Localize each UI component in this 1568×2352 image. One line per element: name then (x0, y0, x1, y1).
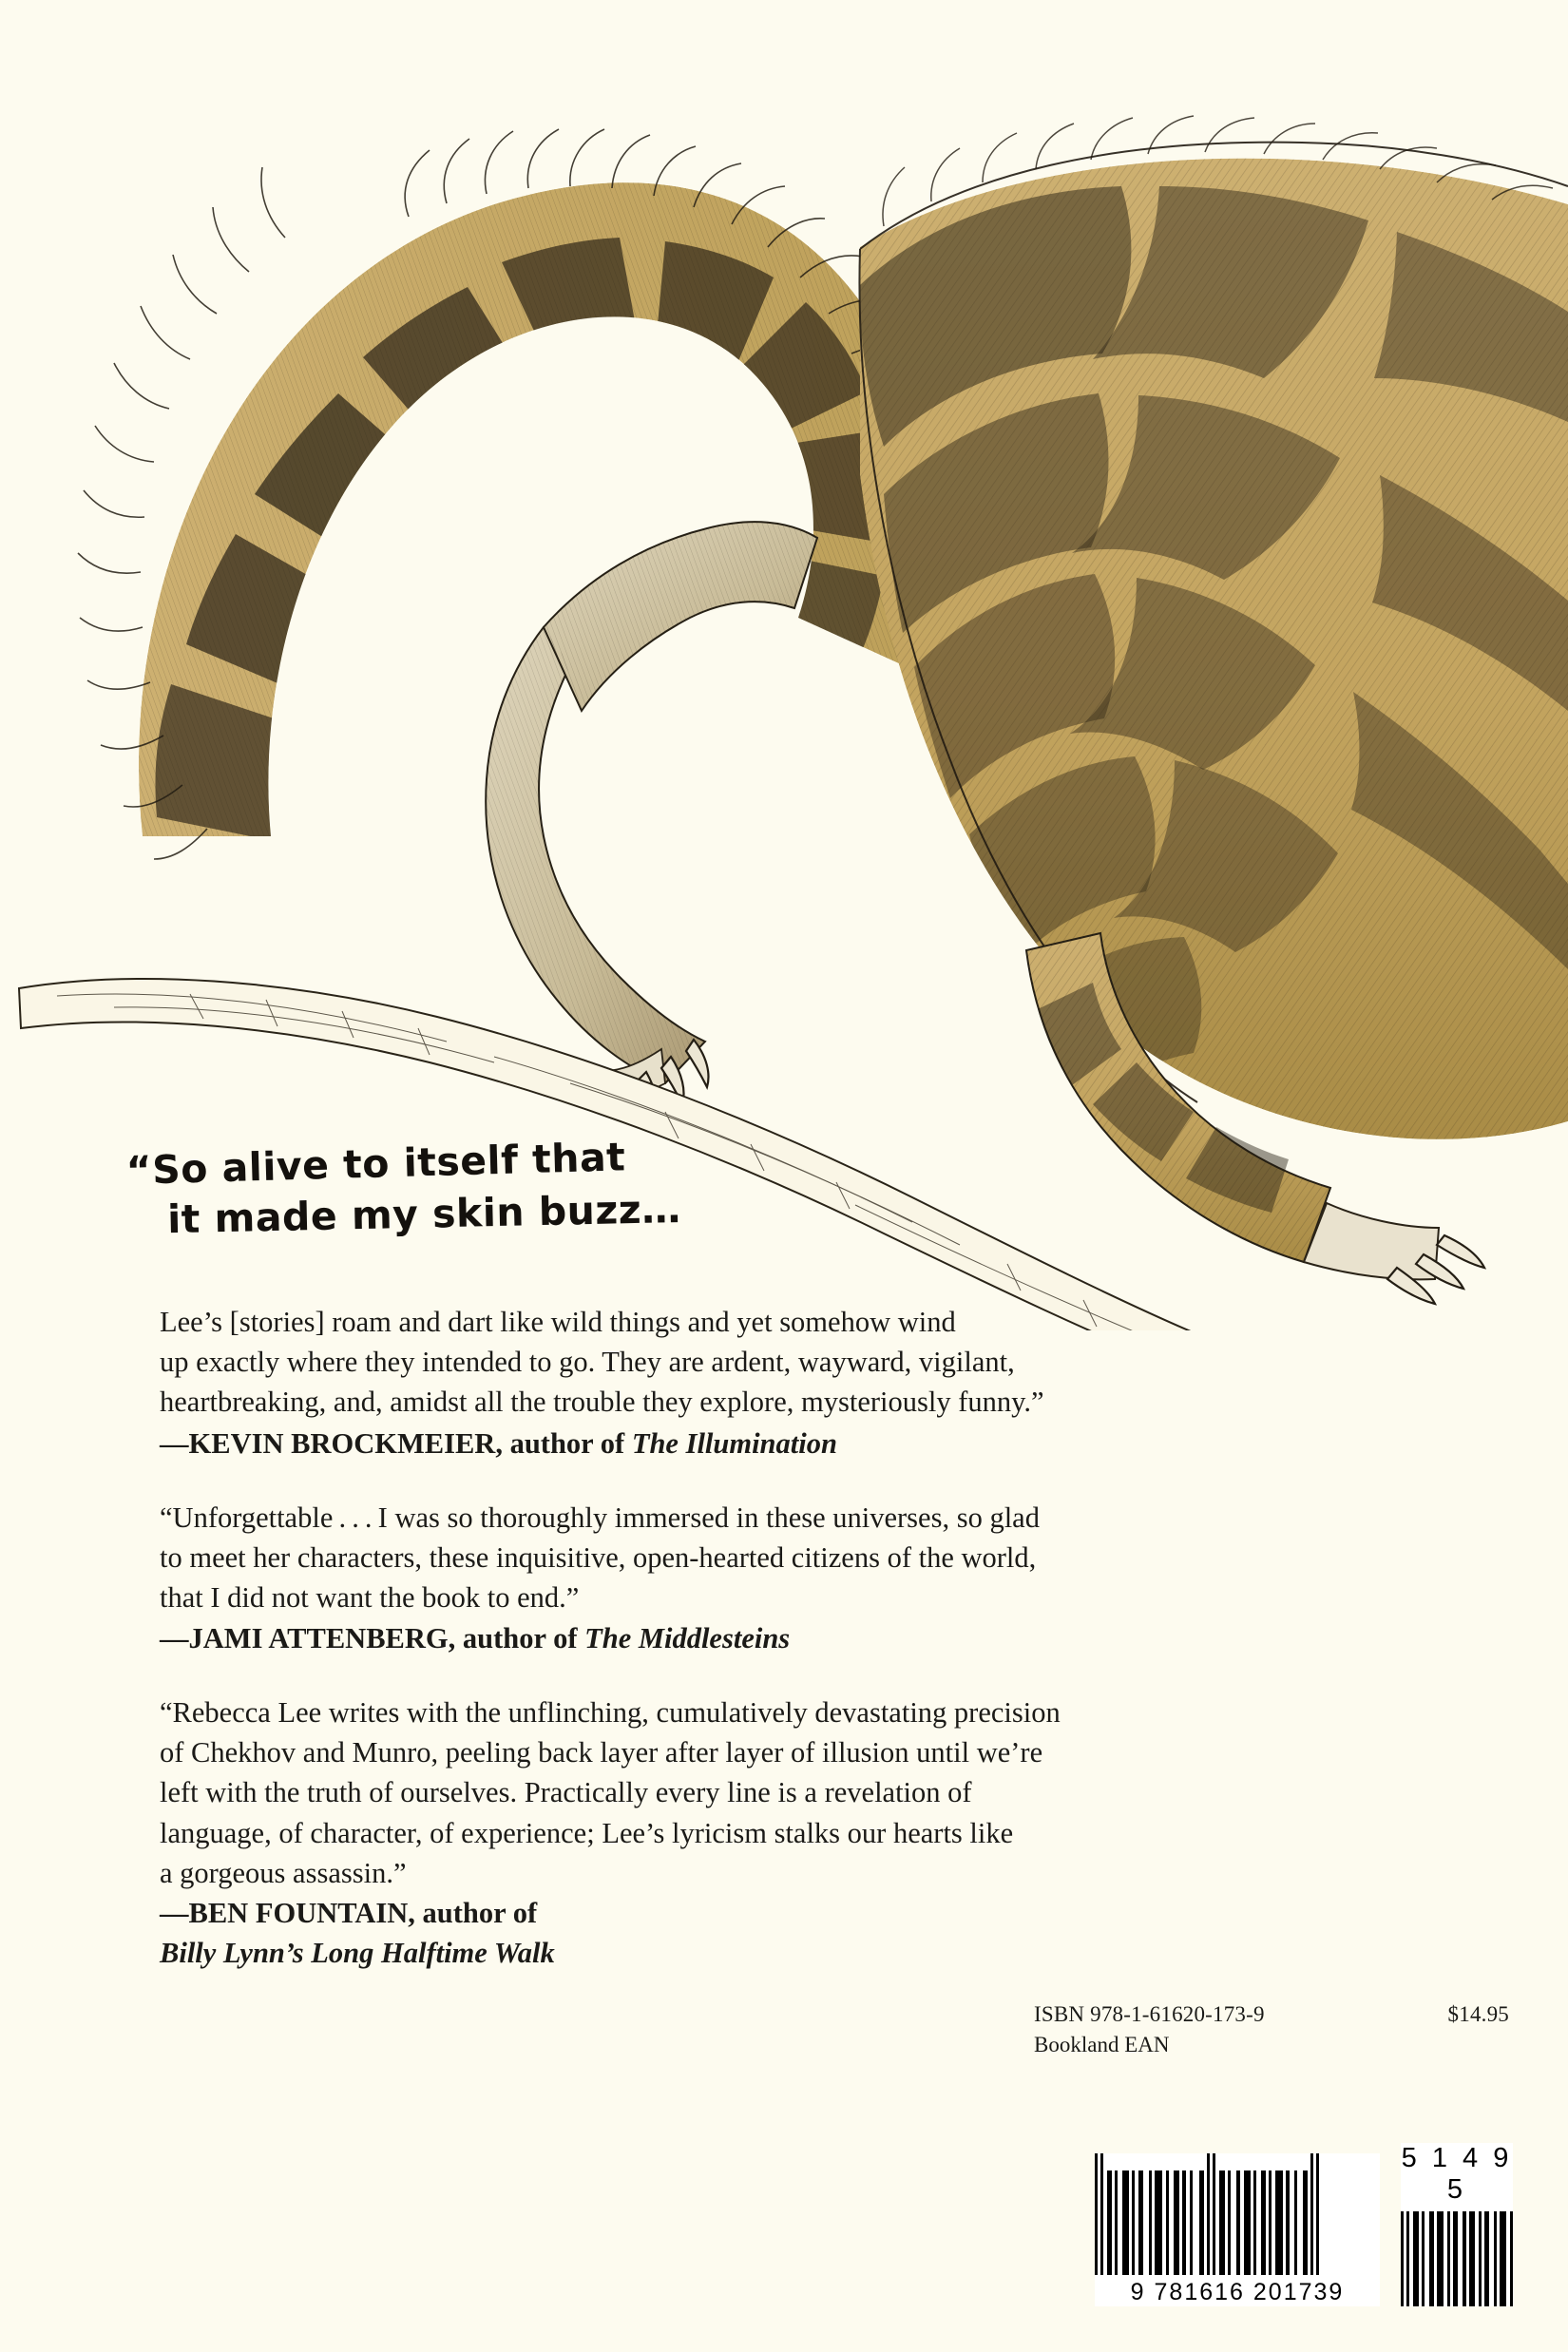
handwritten-quote-line-2: it made my skin buzz… (166, 1185, 682, 1243)
barcode-bars (1095, 2153, 1380, 2275)
blurb-list (160, 1302, 1433, 2008)
blurb-attribution (160, 1424, 1433, 1463)
handwritten-quote-line-1: “So alive to itself that (125, 1134, 626, 1194)
blurb-line: “Unforgettable . . . I was so thoroughly immersed in these universes, so glad (160, 1501, 1040, 1534)
barcode-addon-number: 5 1 4 9 5 (1401, 2143, 1513, 2205)
blurb-brockmeier (160, 1302, 1433, 1463)
blurb-attribution-title: The Middlesteins (584, 1621, 791, 1654)
bookland-ean-label: Bookland EAN (1034, 2033, 1170, 2056)
blurb-line: of Chekhov and Munro, peeling back layer after layer of illusion until we’re (160, 1736, 1043, 1769)
barcode-addon-price (1401, 2143, 1513, 2306)
barcode-number: 9 781616 201739 (1130, 2279, 1345, 2305)
blurb-attribution-title: The Illumination (631, 1426, 837, 1460)
blurb-attribution-name: —KEVIN BROCKMEIER, author of (160, 1426, 632, 1460)
blurb-line: Lee’s [stories] roam and dart like wild things and yet somehow wind (160, 1306, 956, 1338)
blurb-fountain (160, 1692, 1433, 1974)
blurb-line: heartbreaking, and, amidst all the trouble they explore, mysteriously funny.” (160, 1386, 1044, 1419)
blurb-text (160, 1302, 1433, 1423)
blurb-text (160, 1498, 1433, 1618)
blurb-line: up exactly where they intended to go. They are ardent, wayward, vigilant, (160, 1346, 1015, 1379)
isbn-block (1034, 2002, 1509, 2057)
barcode-addon-bars (1401, 2211, 1513, 2306)
blurb-line: to meet her characters, these inquisitive, open-hearted citizens of the world, (160, 1541, 1037, 1575)
blurb-attenberg (160, 1498, 1433, 1658)
blurb-attribution (160, 1618, 1433, 1658)
isbn-number: ISBN 978-1-61620-173-9 (1034, 2002, 1265, 2026)
handwritten-quote (125, 1125, 851, 1250)
blurb-text (160, 1692, 1433, 1893)
blurb-line: “Rebecca Lee writes with the unflinching, cumulatively devastating precision (160, 1695, 1061, 1729)
blurb-line: left with the truth of ourselves. Practically every line is a revelation of (160, 1776, 972, 1809)
isbn-row (1034, 2002, 1509, 2027)
blurb-attribution (160, 1893, 1433, 1973)
blurb-line: language, of character, of experience; Lee’s lyricism stalks our hearts like (160, 1816, 1014, 1849)
cover-price: $14.95 (1447, 2002, 1509, 2026)
blurb-line: that I did not want the book to end.” (160, 1581, 580, 1615)
blurb-attribution-name: —BEN FOUNTAIN, author of (160, 1897, 538, 1930)
blurb-attribution-title: Billy Lynn’s Long Halftime Walk (160, 1937, 555, 1970)
barcode-ean13 (1095, 2153, 1380, 2306)
blurb-attribution-name: —JAMI ATTENBERG, author of (160, 1621, 585, 1654)
barcode-area (1095, 2143, 1513, 2306)
blurb-line: a gorgeous assassin.” (160, 1856, 407, 1889)
